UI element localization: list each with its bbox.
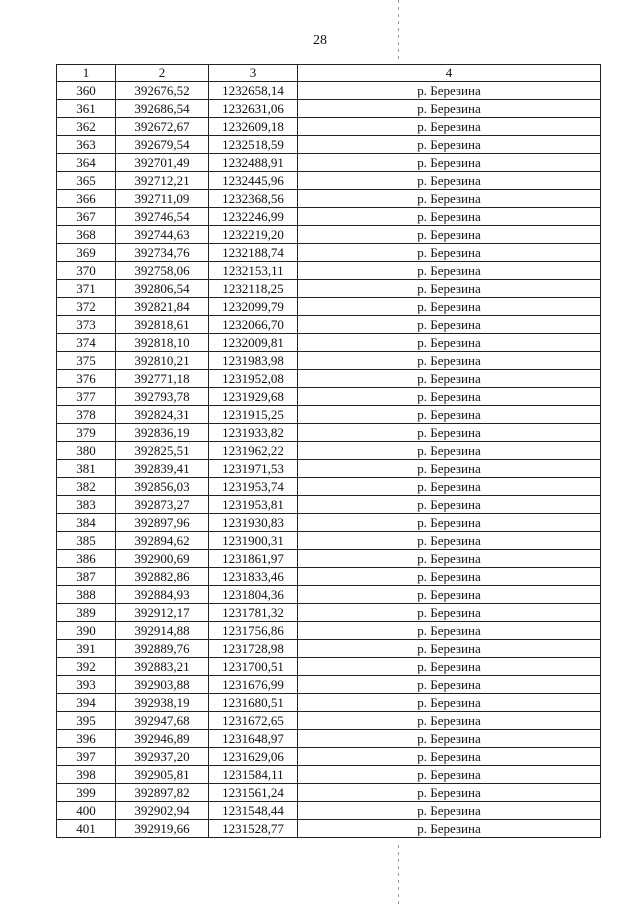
y-coordinate-cell: 1231971,53 [209,460,298,478]
table-row [57,694,601,712]
point-number-cell: 401 [57,820,116,838]
description-cell: р. Березина [298,442,601,460]
description-cell: р. Березина [298,406,601,424]
table-row [57,442,601,460]
x-coordinate-cell: 392825,51 [116,442,209,460]
x-coordinate-cell: 392711,09 [116,190,209,208]
point-number-cell: 388 [57,586,116,604]
description-cell: р. Березина [298,298,601,316]
point-number-cell: 396 [57,730,116,748]
description-cell: р. Березина [298,604,601,622]
point-number-cell: 378 [57,406,116,424]
point-number-cell: 374 [57,334,116,352]
table-row [57,334,601,352]
table-row [57,820,601,838]
table-row [57,604,601,622]
table-row [57,352,601,370]
y-coordinate-cell: 1232246,99 [209,208,298,226]
description-cell: р. Березина [298,550,601,568]
table-row [57,118,601,136]
point-number-cell: 362 [57,118,116,136]
description-cell: р. Березина [298,334,601,352]
x-coordinate-cell: 392824,31 [116,406,209,424]
x-coordinate-cell: 392821,84 [116,298,209,316]
table-row [57,496,601,514]
description-cell: р. Березина [298,460,601,478]
x-coordinate-cell: 392897,82 [116,784,209,802]
point-number-cell: 364 [57,154,116,172]
table-row [57,136,601,154]
x-coordinate-cell: 392900,69 [116,550,209,568]
point-number-cell: 382 [57,478,116,496]
table-row [57,640,601,658]
y-coordinate-cell: 1232099,79 [209,298,298,316]
point-number-cell: 391 [57,640,116,658]
point-number-cell: 369 [57,244,116,262]
table-row [57,100,601,118]
y-coordinate-cell: 1231561,24 [209,784,298,802]
table-row [57,550,601,568]
x-coordinate-cell: 392679,54 [116,136,209,154]
x-coordinate-cell: 392818,61 [116,316,209,334]
table-row [57,82,601,100]
point-number-cell: 389 [57,604,116,622]
y-coordinate-cell: 1232488,91 [209,154,298,172]
table-row [57,208,601,226]
x-coordinate-cell: 392771,18 [116,370,209,388]
description-cell: р. Березина [298,154,601,172]
description-cell: р. Березина [298,748,601,766]
y-coordinate-cell: 1231548,44 [209,802,298,820]
point-number-cell: 373 [57,316,116,334]
x-coordinate-cell: 392746,54 [116,208,209,226]
y-coordinate-cell: 1231983,98 [209,352,298,370]
x-coordinate-cell: 392912,17 [116,604,209,622]
description-cell: р. Березина [298,676,601,694]
point-number-cell: 398 [57,766,116,784]
point-number-cell: 393 [57,676,116,694]
description-cell: р. Березина [298,820,601,838]
x-coordinate-cell: 392810,21 [116,352,209,370]
y-coordinate-cell: 1232118,25 [209,280,298,298]
table-header-row [57,65,601,82]
x-coordinate-cell: 392897,96 [116,514,209,532]
description-cell: р. Березина [298,694,601,712]
x-coordinate-cell: 392701,49 [116,154,209,172]
point-number-cell: 370 [57,262,116,280]
x-coordinate-cell: 392919,66 [116,820,209,838]
y-coordinate-cell: 1231900,31 [209,532,298,550]
description-cell: р. Березина [298,478,601,496]
y-coordinate-cell: 1231629,06 [209,748,298,766]
point-number-cell: 387 [57,568,116,586]
x-coordinate-cell: 392914,88 [116,622,209,640]
description-cell: р. Березина [298,172,601,190]
description-cell: р. Березина [298,316,601,334]
y-coordinate-cell: 1231915,25 [209,406,298,424]
point-number-cell: 395 [57,712,116,730]
table-row [57,802,601,820]
point-number-cell: 380 [57,442,116,460]
description-cell: р. Березина [298,730,601,748]
point-number-cell: 361 [57,100,116,118]
y-coordinate-cell: 1231648,97 [209,730,298,748]
description-cell: р. Березина [298,388,601,406]
table-row [57,586,601,604]
x-coordinate-cell: 392686,54 [116,100,209,118]
x-coordinate-cell: 392937,20 [116,748,209,766]
x-coordinate-cell: 392905,81 [116,766,209,784]
table-row [57,280,601,298]
description-cell: р. Березина [298,622,601,640]
y-coordinate-cell: 1231861,97 [209,550,298,568]
description-cell: р. Березина [298,370,601,388]
description-cell: р. Березина [298,658,601,676]
x-coordinate-cell: 392938,19 [116,694,209,712]
y-coordinate-cell: 1231833,46 [209,568,298,586]
y-coordinate-cell: 1231728,98 [209,640,298,658]
table-row [57,370,601,388]
x-coordinate-cell: 392672,67 [116,118,209,136]
x-coordinate-cell: 392873,27 [116,496,209,514]
point-number-cell: 371 [57,280,116,298]
x-coordinate-cell: 392882,86 [116,568,209,586]
y-coordinate-cell: 1231933,82 [209,424,298,442]
y-coordinate-cell: 1231584,11 [209,766,298,784]
table-row [57,154,601,172]
x-coordinate-cell: 392947,68 [116,712,209,730]
description-cell: р. Березина [298,244,601,262]
table-row [57,424,601,442]
point-number-cell: 366 [57,190,116,208]
x-coordinate-cell: 392946,89 [116,730,209,748]
point-number-cell: 360 [57,82,116,100]
column-header: 3 [209,65,298,82]
table-row [57,676,601,694]
table-row [57,298,601,316]
description-cell: р. Березина [298,496,601,514]
description-cell: р. Березина [298,280,601,298]
point-number-cell: 376 [57,370,116,388]
description-cell: р. Березина [298,226,601,244]
description-cell: р. Березина [298,118,601,136]
y-coordinate-cell: 1232153,11 [209,262,298,280]
description-cell: р. Березина [298,640,601,658]
table-row [57,406,601,424]
x-coordinate-cell: 392894,62 [116,532,209,550]
description-cell: р. Березина [298,100,601,118]
column-header: 2 [116,65,209,82]
description-cell: р. Березина [298,424,601,442]
table-row [57,244,601,262]
table-row [57,172,601,190]
scan-artifact-line [398,0,399,60]
y-coordinate-cell: 1232009,81 [209,334,298,352]
point-number-cell: 385 [57,532,116,550]
y-coordinate-cell: 1231953,74 [209,478,298,496]
description-cell: р. Березина [298,136,601,154]
table-row [57,766,601,784]
description-cell: р. Березина [298,586,601,604]
table-row [57,190,601,208]
column-header: 4 [298,65,601,82]
description-cell: р. Березина [298,262,601,280]
y-coordinate-cell: 1232445,96 [209,172,298,190]
table-row [57,622,601,640]
y-coordinate-cell: 1232658,14 [209,82,298,100]
x-coordinate-cell: 392676,52 [116,82,209,100]
description-cell: р. Березина [298,802,601,820]
x-coordinate-cell: 392883,21 [116,658,209,676]
table-row [57,730,601,748]
y-coordinate-cell: 1231930,83 [209,514,298,532]
y-coordinate-cell: 1231962,22 [209,442,298,460]
y-coordinate-cell: 1231952,08 [209,370,298,388]
point-number-cell: 399 [57,784,116,802]
y-coordinate-cell: 1231672,65 [209,712,298,730]
point-number-cell: 363 [57,136,116,154]
description-cell: р. Березина [298,190,601,208]
table-row [57,226,601,244]
point-number-cell: 386 [57,550,116,568]
description-cell: р. Березина [298,352,601,370]
point-number-cell: 394 [57,694,116,712]
description-cell: р. Березина [298,514,601,532]
x-coordinate-cell: 392903,88 [116,676,209,694]
x-coordinate-cell: 392793,78 [116,388,209,406]
y-coordinate-cell: 1231676,99 [209,676,298,694]
description-cell: р. Березина [298,712,601,730]
table-row [57,460,601,478]
scan-artifact-line [398,845,399,905]
x-coordinate-cell: 392734,76 [116,244,209,262]
description-cell: р. Березина [298,82,601,100]
y-coordinate-cell: 1231804,36 [209,586,298,604]
table-body [57,82,601,838]
y-coordinate-cell: 1231953,81 [209,496,298,514]
point-number-cell: 367 [57,208,116,226]
x-coordinate-cell: 392856,03 [116,478,209,496]
point-number-cell: 384 [57,514,116,532]
table-row [57,784,601,802]
description-cell: р. Березина [298,532,601,550]
x-coordinate-cell: 392839,41 [116,460,209,478]
y-coordinate-cell: 1231929,68 [209,388,298,406]
point-number-cell: 365 [57,172,116,190]
point-number-cell: 381 [57,460,116,478]
table-row [57,262,601,280]
point-number-cell: 392 [57,658,116,676]
x-coordinate-cell: 392889,76 [116,640,209,658]
x-coordinate-cell: 392806,54 [116,280,209,298]
x-coordinate-cell: 392758,06 [116,262,209,280]
point-number-cell: 383 [57,496,116,514]
y-coordinate-cell: 1231756,86 [209,622,298,640]
y-coordinate-cell: 1232631,06 [209,100,298,118]
y-coordinate-cell: 1231781,32 [209,604,298,622]
y-coordinate-cell: 1231680,51 [209,694,298,712]
y-coordinate-cell: 1232609,18 [209,118,298,136]
point-number-cell: 372 [57,298,116,316]
y-coordinate-cell: 1231528,77 [209,820,298,838]
table-row [57,712,601,730]
x-coordinate-cell: 392712,21 [116,172,209,190]
x-coordinate-cell: 392836,19 [116,424,209,442]
y-coordinate-cell: 1232066,70 [209,316,298,334]
point-number-cell: 377 [57,388,116,406]
page-number: 28 [313,33,327,48]
point-number-cell: 368 [57,226,116,244]
table-row [57,388,601,406]
table-row [57,568,601,586]
column-header: 1 [57,65,116,82]
table-row [57,658,601,676]
y-coordinate-cell: 1232219,20 [209,226,298,244]
x-coordinate-cell: 392902,94 [116,802,209,820]
table-row [57,514,601,532]
x-coordinate-cell: 392884,93 [116,586,209,604]
point-number-cell: 397 [57,748,116,766]
table-row [57,478,601,496]
description-cell: р. Березина [298,766,601,784]
y-coordinate-cell: 1232518,59 [209,136,298,154]
point-number-cell: 400 [57,802,116,820]
y-coordinate-cell: 1231700,51 [209,658,298,676]
y-coordinate-cell: 1232368,56 [209,190,298,208]
description-cell: р. Березина [298,568,601,586]
description-cell: р. Березина [298,208,601,226]
point-number-cell: 379 [57,424,116,442]
y-coordinate-cell: 1232188,74 [209,244,298,262]
x-coordinate-cell: 392818,10 [116,334,209,352]
table-row [57,748,601,766]
table-row [57,532,601,550]
coordinates-table [56,64,601,838]
point-number-cell: 390 [57,622,116,640]
x-coordinate-cell: 392744,63 [116,226,209,244]
point-number-cell: 375 [57,352,116,370]
table-row [57,316,601,334]
description-cell: р. Березина [298,784,601,802]
